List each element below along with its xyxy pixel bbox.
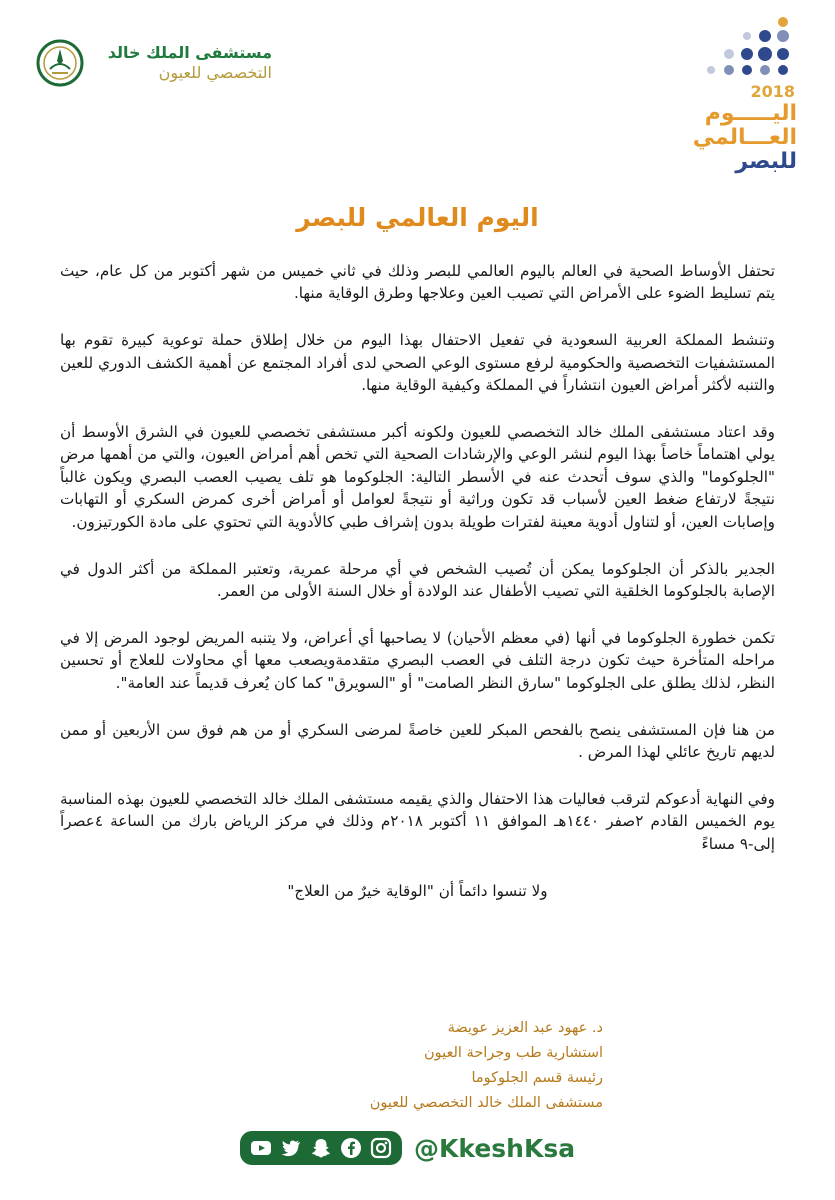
instagram-icon[interactable] [370,1137,392,1159]
paragraph-2: وتنشط المملكة العربية السعودية في تفعيل الاحتفال بهذا اليوم من خلال إطلاق حملة توعوية كبيرة تقوم بها المستشفيات التخصصية والحكومية لرفع مستوى الوعي الصحي لدى أفراد المجتمع عن أهمية الكشف الدوري للعين والتنبه لأكثر أمراض العيون انتشاراً في المملكة وكيفية الوقاية منها. [60,331,775,395]
twitter-icon[interactable] [280,1137,302,1159]
signature-title2: رئيسة قسم الجلوكوما [471,1070,603,1086]
event-line1: اليـــــوم [704,101,797,126]
closing-quote: ولا تنسوا دائماً أن "الوقاية خيرٌ من العلاج" [287,881,548,900]
event-line2: العـــالمي [692,125,797,150]
youtube-icon[interactable] [250,1137,272,1159]
document-title: اليوم العالمي للبصر [296,203,539,232]
snapchat-icon[interactable] [310,1137,332,1159]
event-title [689,102,797,174]
hospital-name-line1: مستشفى الملك خالد [107,43,272,62]
paragraph-5: تكمن خطورة الجلوكوما في أنها (في معظم الأحيان) لا يصاحبها أي أعراض، ولا يتنبه المريض لوجود المرض إلا في مراحله المتأخرة حيث تكون درجة التلف في العصب البصري متقدمةويصعب معها أي محاولات للعلاج أو تحسين النظر، لذلك يطلق على الجلوكوما "سارق النظر الصامت" أو "السويرق" كما كان يُعرف قديماً عند العامة". [60,628,775,692]
event-year: 2018 [750,82,795,101]
signature-title1: استشارية طب وجراحة العيون [423,1045,603,1061]
paragraph-1: تحتفل الأوساط الصحية في العالم باليوم العالمي للبصر وذلك في ثاني خميس من شهر أكتوبر من كل عام، حيث يتم تسليط الضوء على الأمراض التي تصيب العين وعلاجها وطرق الوقاية منها. [60,262,775,303]
signature-org: مستشفى الملك خالد التخصصي للعيون [369,1095,603,1111]
footer-social [240,1128,575,1168]
social-icons-bar [240,1131,402,1165]
article-body [60,260,775,927]
facebook-icon[interactable] [340,1137,362,1159]
world-sight-day-logo [689,14,799,174]
signature-name: د. عهود عبد العزيز عويضة [447,1020,603,1036]
event-line3: للبصر [735,149,797,174]
paragraph-3: وقد اعتاد مستشفى الملك خالد التخصصي للعيون ولكونه أكبر مستشفى تخصصي للعيون في الشرق الأوسط أن يولي اهتماماً خاصاً بهذا اليوم لنشر الوعي والإرشادات الصحية التي تخص أهم أمراض العيون، والتي من أهمها مرض "الجلوكوما" والذي سوف أتحدث عنه في الأسطر التالية: الجلوكوما هو تلف يصيب العصب البصري ويكون غالباً نتيجةً لارتفاع ضغط العين لأسباب قد تكون وراثية أو نتيجةً لعوامل أو أمراض أخرى كمرض السكري أو التهابات وإصابات العين، أو لتناول أدوية معينة لفترات طويلة بدون إشراف طبي كالأدوية التي تحتوي على مادة الكورتيزون. [60,423,775,531]
hospital-seal-icon [36,39,84,87]
hospital-names [94,43,272,83]
paragraph-6: من هنا فإن المستشفى ينصح بالفحص المبكر للعين خاصةً لمرضى السكري أو من هم فوق سن الأربعين أو ممن لديهم تاريخ عائلي لهذا المرض . [60,720,775,761]
hospital-name-line2: التخصصي للعيون [158,63,272,82]
paragraph-7: وفي النهاية أدعوكم لترقب فعاليات هذا الاحتفال والذي يقيمه مستشفى الملك خالد التخصصي للعيون بهذه المناسبة يوم الخميس القادم ٢صفر ١٤٤٠هـ الموافق ١١ أكتوبر ٢٠١٨م وذلك في مركز الرياض بارك من الساعة ٤عصراً إلى-٩ مساءً [60,789,776,853]
hospital-logo [36,38,276,88]
dots-pattern-icon [689,14,799,76]
signature-block [243,1016,603,1116]
paragraph-4: الجدير بالذكر أن الجلوكوما يمكن أن تُصيب الشخص في أي مرحلة عمرية، وتعتبر المملكة من أكثر الدول في الإصابة بالجلوكوما الخلقية التي تصيب الأطفال عند الولادة أو خلال السنة الأولى من العمر. [60,559,775,600]
social-handle[interactable]: @KkeshKsa [414,1133,576,1163]
